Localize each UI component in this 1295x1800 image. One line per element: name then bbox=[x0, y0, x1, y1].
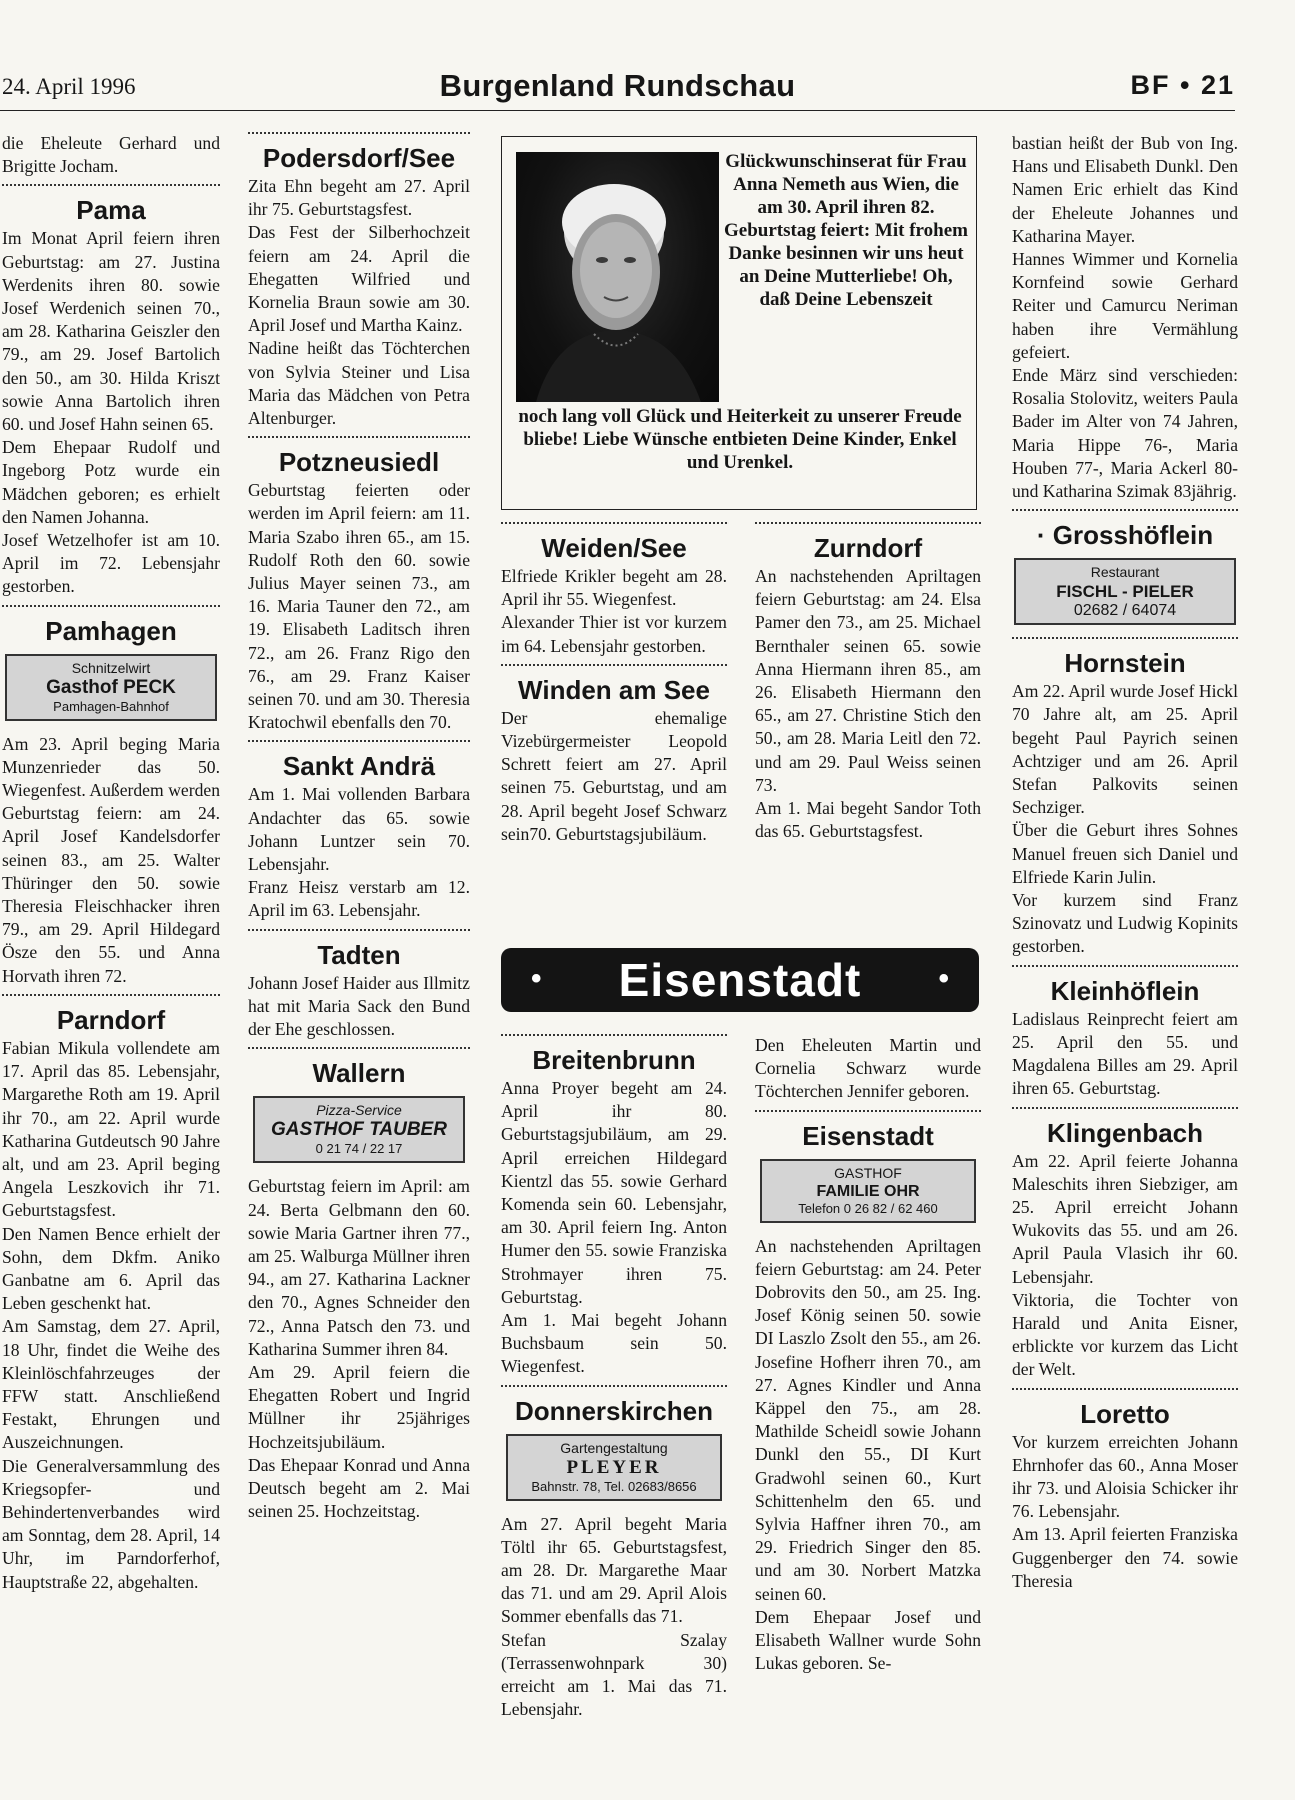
paragraph: Das Ehepaar Konrad und Anna Deutsch begeht am 2. Mai seinen 25. Hochzeitstag. bbox=[248, 1454, 470, 1522]
section-podersdorf bbox=[248, 132, 470, 430]
section-weiden bbox=[501, 522, 727, 658]
paragraph: Johann Josef Haider aus Illmitz hat mit Maria Sack den Bund der Ehe geschlossen. bbox=[248, 972, 470, 1040]
section-donnerskirchen bbox=[501, 1385, 727, 1722]
section-kleinhoeflein bbox=[1012, 965, 1238, 1101]
advert-line: Restaurant bbox=[1090, 564, 1160, 581]
section-pama bbox=[2, 184, 220, 598]
paragraph: Am 22. April feierte Johanna Maleschits ihren Siebziger, am 25. April erreicht Johann Wukovits das 55. und am 26. April Paula Vlasich ihr 60. Lebensjahr. bbox=[1012, 1150, 1238, 1287]
section-title: Winden am See bbox=[501, 664, 727, 705]
paragraph: Elfriede Krikler begeht am 28. April ihr 55. Wiegenfest. bbox=[501, 566, 727, 610]
paragraph: Im Monat April feiern ihren Geburtstag: am 27. Justina Werdenits ihren 80. sowie Josef Werdenich seinen 70., am 28. Katharina Geiszler den 79., am 29. Josef Bartolich den 50., am 30. Hilda Kriszt sowie Anna Bartolich ihren 60. und Josef Hahn seinen 65. bbox=[2, 228, 220, 435]
paragraph: Alexander Thier ist vor kurzem im 64. Lebensjahr gestorben. bbox=[501, 612, 727, 656]
bullet-icon: • bbox=[531, 962, 542, 995]
section-title: Parndorf bbox=[2, 994, 220, 1035]
section-title: Podersdorf/See bbox=[248, 132, 470, 173]
paragraph: Dem Ehepaar Rudolf und Ingeborg Potz wurde ein Mädchen geboren; es erhielt den Namen Johanna. bbox=[2, 437, 220, 527]
advert-line: 0 21 74 / 22 17 bbox=[315, 1141, 403, 1157]
intro-text: die Eheleute Gerhard und Brigitte Jocham. bbox=[2, 133, 220, 177]
section-title: Pamhagen bbox=[2, 605, 220, 646]
section-hornstein bbox=[1012, 637, 1238, 958]
paragraph: Am Samstag, dem 27. April, 18 Uhr, findet die Weihe des Kleinlöschfahrzeuges der FFW statt. Anschließend Festakt, Ehrungen und Auszeichnungen. bbox=[2, 1316, 220, 1453]
paragraph: Die Generalversammlung des Kriegsopfer- und Behindertenverbandes wird am Sonntag, dem 28. April, 14 Uhr, im Parndorferhof, Hauptstraße 22, abgehalten. bbox=[2, 1455, 220, 1592]
advert-gasthof-ohr bbox=[760, 1159, 976, 1223]
paragraph: Über die Geburt ihres Sohnes Manuel freuen sich Daniel und Elfriede Karin Julin. bbox=[1012, 820, 1238, 887]
section-sankt-andrae bbox=[248, 740, 470, 922]
advert-gasthof-tauber bbox=[253, 1096, 465, 1163]
section-title: Hornstein bbox=[1012, 637, 1238, 678]
congratulation-text-closing: noch lang voll Glück und Heiterkeit zu unserer Freude bliebe! Liebe Wünsche entbieten Deine Kinder, Enkel und Urenkel. bbox=[518, 406, 962, 473]
newspaper-title: Burgenland Rundschau bbox=[439, 68, 796, 103]
section-tadten bbox=[248, 929, 470, 1042]
paragraph: Franz Heisz verstarb am 12. April im 63. Lebensjahr. bbox=[248, 877, 470, 921]
paragraph: Dem Ehepaar Josef und Elisabeth Wallner wurde Sohn Lukas geboren. Se- bbox=[755, 1606, 981, 1674]
advert-name: PLEYER bbox=[566, 1456, 662, 1478]
section-loretto bbox=[1012, 1388, 1238, 1593]
bullet-icon: • bbox=[938, 962, 949, 995]
section-grosshoeflein bbox=[1012, 509, 1238, 625]
section-potzneusiedl bbox=[248, 436, 470, 734]
paragraph: Stefan Szalay (Terrassenwohnpark 30) erreicht am 1. Mai das 71. Lebensjahr. bbox=[501, 1629, 727, 1720]
section-parndorf bbox=[2, 994, 220, 1594]
region-banner-title: Eisenstadt bbox=[618, 954, 862, 1006]
section-title: Loretto bbox=[1012, 1388, 1238, 1429]
paragraph: Geburtstag feierten oder werden im April feiern: am 11. Maria Szabo ihren 65., am 15. Rudolf Roth den 60. sowie Julius Mayer seinen 73., am 16. Maria Tauner den 72., am 19. Elisabeth Laditsch ihren 72., am 26. Franz Rigo den 76., am 29. Franz Kaiser seinen 70. und am 30. Theresia Kratochwil ebenfalls den 70. bbox=[248, 480, 470, 733]
advert-line: Schnitzelwirt bbox=[71, 659, 151, 676]
section-title: · Grosshöflein bbox=[1012, 509, 1238, 550]
paragraph: Den Namen Bence erhielt der Sohn, dem Dkfm. Aniko Ganbatne am 6. April das Leben geschenkt hat. bbox=[2, 1223, 220, 1314]
paragraph: Am 22. April wurde Josef Hickl 70 Jahre alt, am 25. April begeht Paul Payrich seinen Achtziger und am 26. April Stefan Palkovits seinen Sechziger. bbox=[1012, 681, 1238, 818]
congratulation-advert bbox=[501, 136, 977, 510]
section-title: Breitenbrunn bbox=[501, 1034, 727, 1075]
advert-name: Gasthof PECK bbox=[46, 676, 176, 698]
section-pamhagen bbox=[2, 605, 220, 988]
congratulation-text: Glückwunschinserat für Frau Anna Nemeth aus Wien, die am 30. April ihren 82. Geburtstag feiert: Mit frohem Danke besinnen wir uns heut an Deine Mutterliebe! Oh, daß Deine Lebenszeit bbox=[724, 151, 968, 310]
paragraph: Fabian Mikula vollendete am 17. April das 85. Lebensjahr, Margarethe Roth am 19. April ihr 70., am 22. April wurde Katharina Gutdeutsch 90 Jahre alt, und am 23. April beging Angela Leszkovich ihr 71. Geburtstagsfest. bbox=[2, 1037, 220, 1221]
section-winden bbox=[501, 664, 727, 846]
section-title: Weiden/See bbox=[501, 522, 727, 563]
paragraph: Am 29. April feiern die Ehegatten Robert und Ingrid Müllner ihr 25jähriges Hochzeitsjubiläum. bbox=[248, 1361, 470, 1452]
intro-text: Den Eheleuten Martin und Cornelia Schwarz wurde Töchterchen Jennifer geboren. bbox=[755, 1035, 981, 1102]
section-zurndorf bbox=[755, 522, 981, 843]
paragraph: Hannes Wimmer und Kornelia Kornfeind sowie Gerhard Reiter und Camurcu Neriman haben ihre Vermählung gefeiert. bbox=[1012, 249, 1238, 362]
paragraph: Das Fest der Silberhochzeit feiern am 24. April die Ehegatten Wilfried und Kornelia Braun sowie am 30. April Josef und Martha Kainz. bbox=[248, 222, 470, 336]
paragraph: Am 13. April feierten Franziska Guggenberger den 74. sowie Theresia bbox=[1012, 1524, 1238, 1591]
portrait-photo bbox=[516, 152, 719, 402]
paragraph: Vor kurzem sind Franz Szinovatz und Ludwig Kopinits gestorben. bbox=[1012, 890, 1238, 957]
paragraph: Josef Wetzelhofer ist am 10. April im 72. Lebensjahr gestorben. bbox=[2, 530, 220, 597]
paragraph: Viktoria, die Tochter von Harald und Anita Eisner, erblickte vor kurzem das Licht der Welt. bbox=[1012, 1289, 1238, 1380]
advert-pleyer bbox=[506, 1434, 722, 1501]
column-1 bbox=[2, 132, 220, 1594]
section-title: Pama bbox=[2, 184, 220, 225]
advert-line: Pizza-Service bbox=[316, 1102, 402, 1119]
advert-fischl-pieler bbox=[1014, 558, 1236, 625]
paragraph: bastian heißt der Bub von Ing. Hans und Elisabeth Dunkl. Den Namen Eric erhielt das Kind der Eheleute Johannes und Katharina Mayer. bbox=[1012, 133, 1238, 246]
paragraph: Am 23. April beging Maria Munzenrieder das 50. Wiegenfest. Außerdem werden Geburtstag feiern: am 24. April Josef Kandelsdorfer seinen 83., am 25. Walter Thüringer den 50. sowie Theresia Fleischhacker ihren 79., am 29. April Hildegard Ösze den 55. und Anna Horvath ihren 72. bbox=[2, 733, 220, 986]
section-title: Wallern bbox=[248, 1047, 470, 1088]
column-5 bbox=[1012, 132, 1238, 1593]
section-klingenbach bbox=[1012, 1107, 1238, 1382]
portrait-illustration bbox=[516, 152, 719, 402]
section-title: Sankt Andrä bbox=[248, 740, 470, 781]
column-2 bbox=[248, 132, 470, 1523]
section-title: Eisenstadt bbox=[755, 1110, 981, 1151]
section-title: Donnerskirchen bbox=[501, 1385, 727, 1426]
advert-line: GASTHOF bbox=[834, 1164, 902, 1181]
paragraph: Ladislaus Reinprecht feiert am 25. April den 55. und Magdalena Billes am 29. April ihren 65. Geburtstag. bbox=[1012, 1008, 1238, 1099]
paragraph: Der ehemalige Vizebürgermeister Leopold Schrett feiert am 27. April seinen 75. Geburtstag, und am 28. April begeht Josef Schwarz sein70. Geburtstagsjubiläum. bbox=[501, 707, 727, 844]
section-title: Kleinhöflein bbox=[1012, 965, 1238, 1006]
region-banner bbox=[501, 948, 979, 1012]
column-3-lower bbox=[501, 1034, 727, 1721]
advert-line: 02682 / 64074 bbox=[1073, 602, 1177, 620]
paragraph: Am 1. Mai begeht Sandor Toth das 65. Geburtstagsfest. bbox=[755, 798, 981, 842]
section-breitenbrunn bbox=[501, 1034, 727, 1379]
advert-line: Gartengestaltung bbox=[560, 1439, 668, 1456]
advert-name: FISCHL - PIELER bbox=[1056, 582, 1194, 602]
column-4-upper bbox=[755, 522, 981, 843]
column-4-lower bbox=[755, 1034, 981, 1675]
page-header bbox=[0, 62, 1235, 111]
advert-line: Telefon 0 26 82 / 62 460 bbox=[798, 1200, 938, 1216]
section-eisenstadt bbox=[755, 1110, 981, 1676]
section-wallern bbox=[248, 1047, 470, 1523]
advert-line: Pamhagen-Bahnhof bbox=[53, 698, 169, 714]
paragraph: Nadine heißt das Töchterchen von Sylvia Steiner und Lisa Maria das Mädchen von Petra Altenburger. bbox=[248, 338, 470, 429]
advert-line: Bahnstr. 78, Tel. 02683/8656 bbox=[531, 1478, 697, 1494]
paragraph: Am 1. Mai begeht Johann Buchsbaum sein 50. Wiegenfest. bbox=[501, 1310, 727, 1377]
paragraph: An nachstehenden Apriltagen feiern Geburtstag: am 24. Peter Dobrovits den 50., am 25. Ing. Josef König seinen 50. sowie DI Laszlo Zsolt den 55., am 26. Josefine Hofherr ihren 70., am 27. Agnes Kindler und Anna Käppel den 75., am 28. Mathilde Scheidl sowie Johann Dunkl den 55., DI Kurt Gradwohl seinen 60., Kurt Schittenhelm den 65. und Sylvia Haffner ihren 70., am 29. Friedrich Singer den 85. und am 30. Norbert Matzka seinen 60. bbox=[755, 1235, 981, 1604]
paragraph: An nachstehenden Apriltagen feiern Geburtstag: am 24. Elsa Pamer den 73., am 25. Michael Bernthaler seinen 65. sowie Anna Hiermann ihren 85., am 26. Elisabeth Hiermann den 65., am 27. Christine Stich den 50., am 28. Maria Leitl den 72. und am 29. Paul Weiss seinen 73. bbox=[755, 566, 981, 795]
section-title: Potzneusiedl bbox=[248, 436, 470, 477]
paragraph: Am 1. Mai vollenden Barbara Andachter das 65. sowie Johann Luntzer sein 70. Lebensjahr. bbox=[248, 784, 470, 875]
advert-name: FAMILIE OHR bbox=[816, 1182, 920, 1200]
advert-name: GASTHOF TAUBER bbox=[271, 1119, 447, 1141]
section-title: Zurndorf bbox=[755, 522, 981, 563]
paragraph: Zita Ehn begeht am 27. April ihr 75. Geburtstagsfest. bbox=[248, 176, 470, 220]
page-number: BF • 21 bbox=[1130, 70, 1235, 100]
section-title: Tadten bbox=[248, 929, 470, 970]
issue-date: 24. April 1996 bbox=[2, 74, 136, 99]
paragraph: Anna Proyer begeht am 24. April ihr 80. Geburtstagsjubiläum, am 29. April erreichen Hildegard Kientzl das 55. sowie Gerhard Komenda sein 60. Lebensjahr, am 30. April feiern Ing. Anton Humer den 55. sowie Franziska Strohmayer ihren 75. Geburtstag. bbox=[501, 1078, 727, 1307]
advert-gasthof-peck bbox=[5, 654, 217, 721]
paragraph: Am 27. April begeht Maria Töltl ihr 65. Geburtstagsfest, am 28. Dr. Margarethe Maar das 71. und am 29. April Alois Sommer ebenfalls das 71. bbox=[501, 1513, 727, 1627]
section-title: Klingenbach bbox=[1012, 1107, 1238, 1148]
paragraph: Vor kurzem erreichten Johann Ehrnhofer das 60., Anna Moser ihr 73. und Aloisia Schicker ihr 76. Lebensjahr. bbox=[1012, 1431, 1238, 1522]
paragraph: Ende März sind verschieden: Rosalia Stolovitz, weiters Paula Bader im Alter von 74 Jahren, Maria Hippe 76-, Maria Houben 77-, Maria Ackerl 80- und Katharina Szimak 83jährig. bbox=[1012, 365, 1238, 502]
paragraph: Geburtstag feiern im April: am 24. Berta Gelbmann den 60. sowie Maria Gartner ihren 77., am 25. Walburga Müllner ihren 94., am 27. Katharina Lackner den 70., Agnes Schneider den 72., Anna Patsch den 73. und Katharina Summer ihren 84. bbox=[248, 1176, 470, 1359]
column-3-upper bbox=[501, 522, 727, 846]
